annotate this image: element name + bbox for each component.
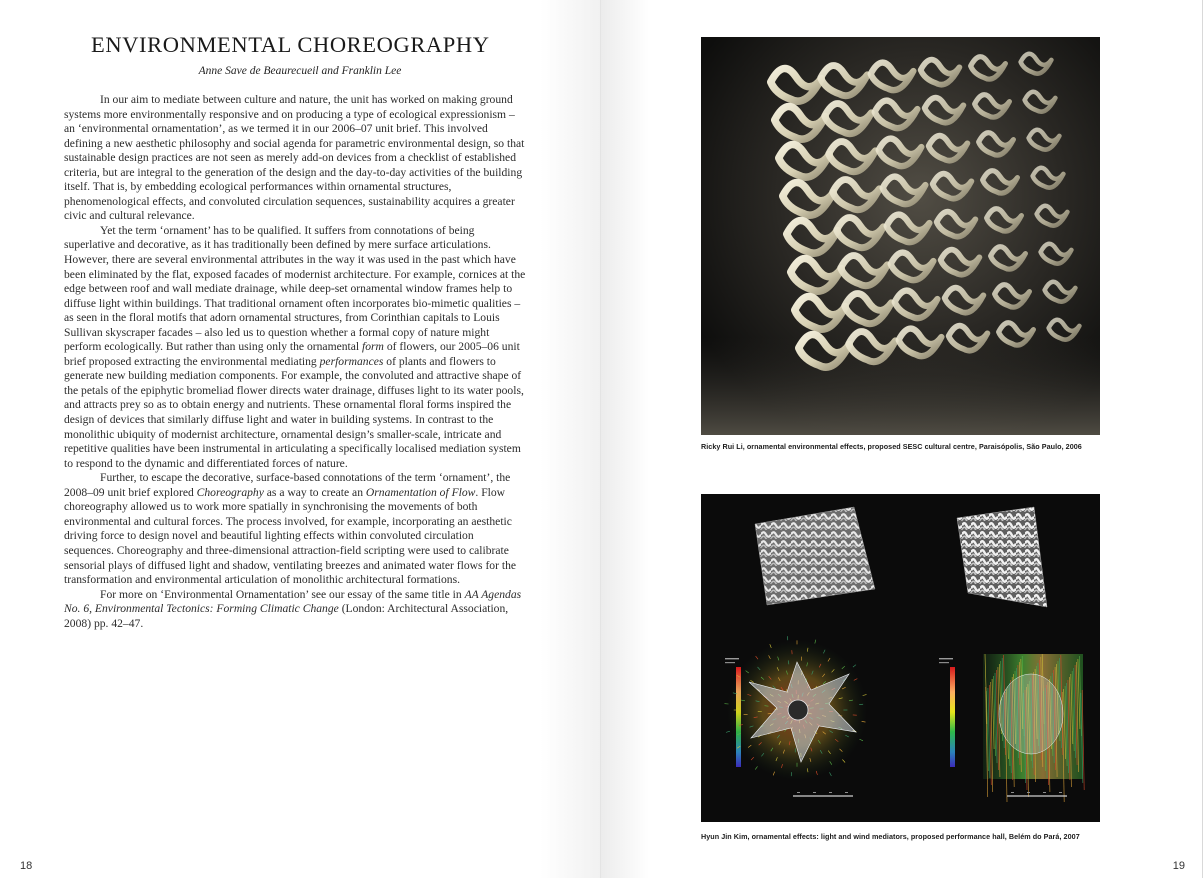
italic-run: form [362, 340, 384, 354]
simulation-renders-photo [701, 494, 1100, 822]
body-paragraph [64, 588, 526, 632]
right-page [601, 0, 1202, 878]
text-run: . Flow choreography allowed us to work more spatially in synchronising the movements of both environmental and cultural forces. The process involved, for example, incorporating an aesthetic driving force to design novel and beautiful lighting effects within convoluted circulation sequences. Choreography and three-dimensional attraction-field scripting were used to calibrate sensorial plays of diffused light and shadow, ventilating breezes and animated water flows for the transformation and environmental articulation of monolithic architectural formations. [64, 485, 517, 587]
text-run: For more on ‘Environmental Ornamentation’ see our essay of the same title in [100, 587, 465, 601]
body-paragraph [64, 224, 526, 471]
text-run: of flowers, our 2005–06 unit brief proposed extracting the environmental mediating [64, 340, 520, 368]
body-paragraph [64, 471, 526, 587]
italic-run: Ornamentation of Flow [365, 485, 476, 499]
page-number-left: 18 [20, 860, 33, 872]
photo-caption-2: Hyun Jin Kim, ornamental effects: light and wind mediators, proposed performance hall, Belém do Pará, 2007 [701, 832, 1080, 841]
article-body [64, 93, 526, 631]
italic-run: performances [319, 354, 384, 368]
lattice-model-photo [701, 37, 1100, 435]
italic-run: AA Agendas No. 6, Environmental Tectonics: Forming Climatic Change [64, 587, 522, 616]
text-run: of plants and flowers to generate new building mediation components. For example, the convoluted and attractive shape of the petals of the epiphytic bromeliad flower directs water drainage, diffuses light to its water pools, and attracts prey so as to obtain energy and nutrients. These ornamental floral forms inspired the design of devices that similarly diffuse light and water in building systems. In contrast to the monolithic ubiquity of modernist architecture, ornamental design’s smaller-scale, intricate and repetitive qualities have been instrumental in articulating a specifically localised mediation system to respond to the dynamic and differentiated forces of nature. [64, 354, 524, 470]
text-run: In our aim to mediate between culture and nature, the unit has worked on making ground systems more environmentally responsive and on producing a type of ecological expressionism – an ‘environmental ornamentation’, as we termed it in our 2006–07 unit brief. This involved defining a new aesthetic philosophy and social agenda for parametric environmental design, so that sustainable design practices are not seen as merely add-on devices from a checklist of established criteria, but are integral to the generation of the design and the day-to-day activities of the building itself. That is, by embedding ecological performances within ornamental structures, phenomenological effects, and convoluted circulation sequences, sustainability acquires a greater civic and cultural relevance. [64, 93, 525, 223]
text-run: Yet the term ‘ornament’ has to be qualified. It suffers from connotations of being superlative and decorative, as it has traditionally been defined by mere surface articulations. However, there are several environmental attributes in the way it was used in the past which have been eliminated by the flat, exposed facades of modernist architecture. For example, cornices at the edge between roof and wall mediate drainage, while deep-set ornamental window frames help to diffuse light within buildings. That traditional ornament often incorporates bio-mimetic qualities – as seen in the floral motifs that adorn ornamental structures, from Corinthian capitals to Louis Sullivan skyscraper facades – also led us to question whether a formal copy of nature might perform ecologically. But rather than using only the ornamental [64, 223, 526, 354]
text-run: Further, to escape the decorative, surface-based connotations of the term ‘ornament’, the 2008–09 unit brief explored [64, 471, 511, 499]
page-number-right: 19 [1172, 860, 1185, 872]
lattice-model-illustration [701, 37, 1100, 435]
photo-caption-1: Ricky Rui Li, ornamental environmental effects, proposed SESC cultural centre, Paraisópolis, São Paulo, 2006 [701, 442, 1082, 451]
italic-run: Choreography [196, 485, 264, 499]
simulation-renders-illustration [701, 494, 1100, 822]
body-paragraph [64, 93, 526, 224]
text-run: (London: Architectural Association, 2008) pp. 42–47. [64, 602, 509, 630]
left-page [0, 0, 601, 878]
article-authors: Anne Save de Beaurecueil and Franklin Lee [198, 65, 402, 77]
text-run: as a way to create an [263, 485, 366, 499]
article-title: ENVIRONMENTAL CHOREOGRAPHY [91, 32, 490, 57]
